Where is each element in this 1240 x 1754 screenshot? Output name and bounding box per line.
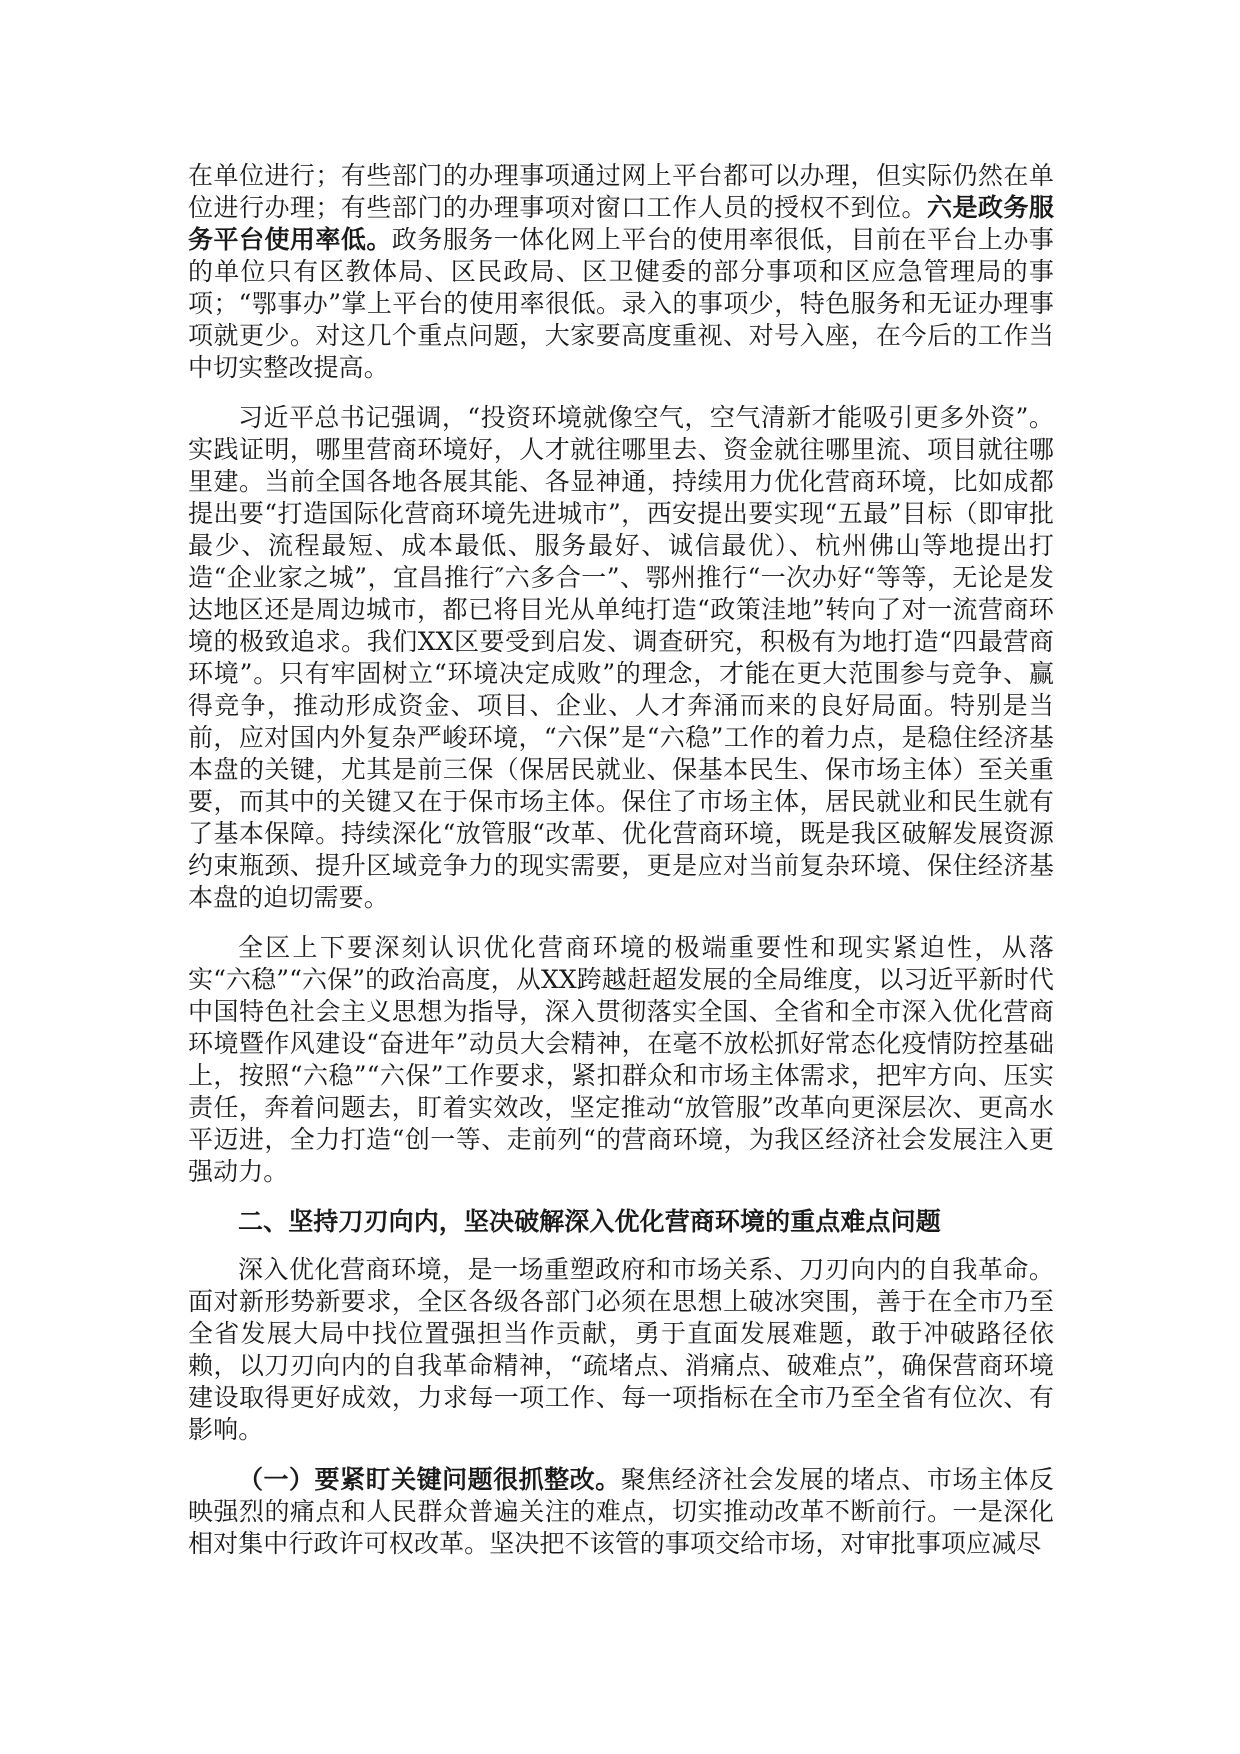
paragraph-text: 在单位进行；有些部门的办理事项通过网上平台都可以办理，但实际仍然在单位进行办理；有些部门的办理事项对窗口工作人员的授权不到位。 (188, 161, 1054, 222)
paragraph-key-issues (188, 1464, 1054, 1560)
paragraph-platform-issues (188, 160, 1054, 384)
bold-subheading-one: （一）要紧盯关键问题很抓整改。 (238, 1465, 621, 1494)
paragraph-self-revolution: 深入优化营商环境，是一场重塑政府和市场关系、刀刃向内的自我革命。面对新形势新要求，全区各级各部门必须在思想上破冰突围，善于在全市乃至全省发展大局中找位置强担当作贡献，勇于直面发展难题，敢于冲破路径依赖，以刀刃向内的自我革命精神，“疏堵点、消痛点、破难点”，确保营商环境建设取得更好成效，力求每一项工作、每一项指标在全市乃至全省有位次、有影响。 (188, 1255, 1054, 1444)
bold-point-six: 六是政务服务平台使用率低。 (188, 193, 1054, 254)
paragraph-investment-environment: 习近平总书记强调，“投资环境就像空气，空气清新才能吸引更多外资”。实践证明，哪里营商环境好，人才就往哪里去、资金就往哪里流、项目就往哪里建。当前全国各地各展其能、各显神通，持续用力优化营商环境，比如成都提出要“打造国际化营商环境先进城市”，西安提出要实现“五最”目标（即审批最少、流程最短、成本最低、服务最好、诚信最优）、杭州佛山等地提出打造“企业家之城”，宜昌推行″六多合一”、鄂州推行“一次办好“等等，无论是发达地区还是周边城市，都已将目光从单纯打造“政策洼地”转向了对一流营商环境的极致追求。我们XX区要受到启发、调查研究，积极有为地打造“四最营商环境”。只有牢固树立“环境决定成败”的理念，才能在更大范围参与竞争、赢得竞争，推动形成资金、项目、企业、人才奔涌而来的良好局面。特别是当前，应对国内外复杂严峻环境，“六保”是“六稳”工作的着力点，是稳住经济基本盘的关键，尤其是前三保（保居民就业、保基本民生、保市场主体）至关重要，而其中的关键又在于保市场主体。保住了市场主体，居民就业和民生就有了基本保障。持续深化“放管服“改革、优化营商环境，既是我区破解发展资源约束瓶颈、提升区域竞争力的现实需要，更是应对当前复杂环境、保住经济基本盘的迫切需要。 (188, 403, 1054, 912)
section-heading-two: 二、坚持刀刃向内，坚决破解深入优化营商环境的重点难点问题 (238, 1207, 941, 1236)
paragraph-text: 政务服务一体化网上平台的使用率很低，目前在平台上办事的单位只有区教体局、区民政局、区卫健委的部分事项和区应急管理局的事项；“鄂事办”掌上平台的使用率很低。录入的事项少，特色服务和无证办理事项就更少。对这几个重点问题，大家要高度重视、对号入座，在今后的工作当中切实整改提高。 (188, 225, 1054, 382)
document-page (188, 160, 1054, 1578)
paragraph-text: 聚焦经济社会发展的堵点、市场主体反映强烈的痛点和人民群众普遍关注的难点，切实推动改革不断前行。一是深化相对集中行政许可权改革。坚决把不该管的事项交给市场，对审批事项应减尽 (188, 1465, 1054, 1558)
paragraph-whole-district: 全区上下要深刻认识优化营商环境的极端重要性和现实紧迫性，从落实“六稳”“六保”的政治高度，从XX跨越赶超发展的全局维度，以习近平新时代中国特色社会主义思想为指导，深入贯彻落实全国、全省和全市深入优化营商环境暨作风建设“奋进年”动员大会精神，在毫不放松抓好常态化疫情防控基础上，按照“六稳”“六保”工作要求，紧扣群众和市场主体需求，把牢方向、压实责任，奔着问题去，盯着实效改，坚定推动“放管服”改革向更深层次、更高水平迈进，全力打造“创一等、走前列“的营商环境，为我区经济社会发展注入更强动力。 (188, 933, 1054, 1186)
